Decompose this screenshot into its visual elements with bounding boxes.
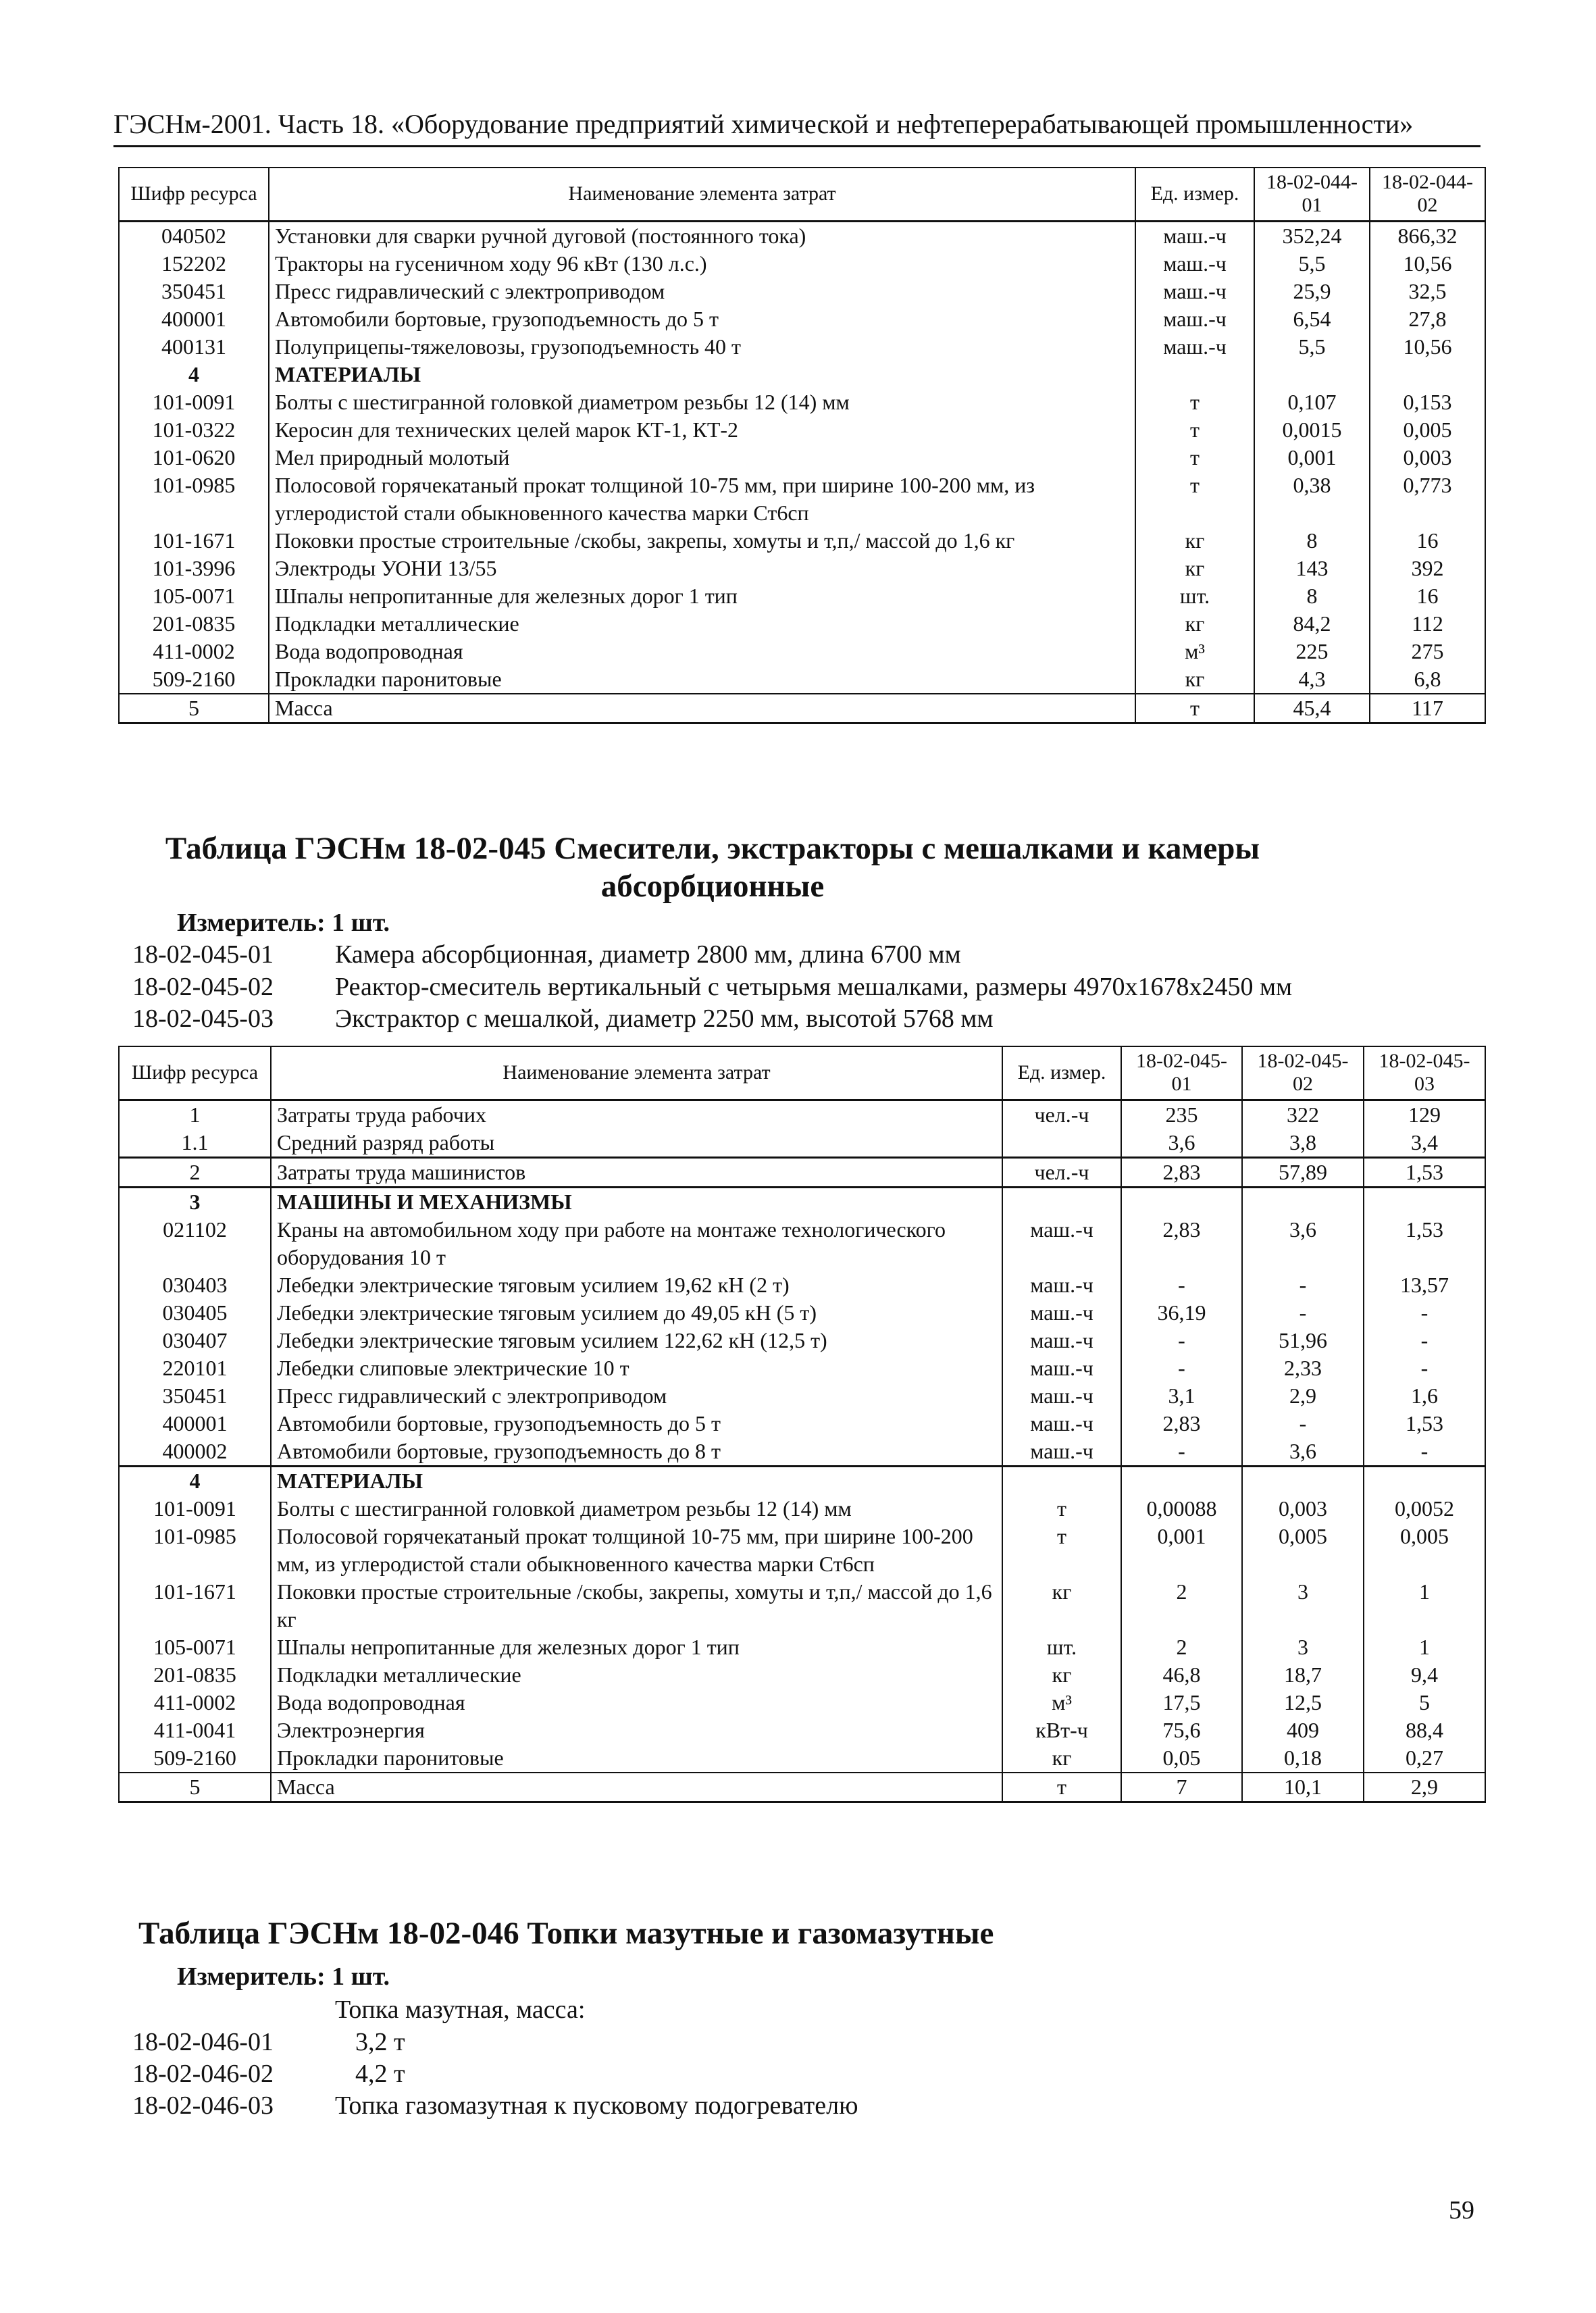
value-1: 17,5 [1121, 1689, 1242, 1717]
value-1: 0,00088 [1121, 1495, 1242, 1523]
resource-code: 509-2160 [119, 665, 269, 694]
element-name: МАШИНЫ И МЕХАНИЗМЫ [271, 1187, 1002, 1216]
value-2: - [1242, 1271, 1364, 1299]
code-text: Экстрактор с мешалкой, диаметр 2250 мм, высотой 5768 мм [335, 1005, 994, 1033]
value-3: - [1364, 1438, 1485, 1467]
resource-code: 101-1671 [119, 1578, 271, 1633]
unit: м³ [1135, 638, 1254, 665]
element-name: Лебедки слиповые электрические 10 т [271, 1354, 1002, 1382]
resource-code: 509-2160 [119, 1744, 271, 1773]
value-2: 32,5 [1370, 278, 1485, 305]
value-1: 2,83 [1121, 1157, 1242, 1187]
value-2: 409 [1242, 1717, 1364, 1744]
code-line [132, 939, 961, 970]
table-row [119, 221, 1485, 250]
unit: кг [1135, 555, 1254, 582]
element-name: Прокладки паронитовые [269, 665, 1135, 694]
value-1: 2 [1121, 1633, 1242, 1661]
value-2: 3,6 [1242, 1438, 1364, 1467]
value-1: 6,54 [1254, 305, 1370, 333]
value-1: 46,8 [1121, 1661, 1242, 1689]
value-2: 2,33 [1242, 1354, 1364, 1382]
unit: кг [1135, 665, 1254, 694]
col-header-name: Наименование элемента затрат [269, 168, 1135, 221]
value-3: 13,57 [1364, 1271, 1485, 1299]
table-row [119, 1523, 1485, 1578]
unit: чел.-ч [1002, 1100, 1121, 1129]
value-3: 2,9 [1364, 1773, 1485, 1802]
element-name: Вода водопроводная [269, 638, 1135, 665]
unit: маш.-ч [1135, 333, 1254, 361]
element-name: Затраты труда рабочих [271, 1100, 1002, 1129]
value-1: 84,2 [1254, 610, 1370, 638]
element-name: Полосовой горячекатаный прокат толщиной 10-75 мм, при ширине 100-200 мм, из углеродистой стали обыкновенного качества марки Ст6сп [271, 1523, 1002, 1578]
value-2: 2,9 [1242, 1382, 1364, 1410]
table-row [119, 1578, 1485, 1633]
resource-code: 030403 [119, 1271, 271, 1299]
value-1: 235 [1121, 1100, 1242, 1129]
table-row [119, 1661, 1485, 1689]
resource-code: 152202 [119, 250, 269, 278]
unit [1135, 361, 1254, 388]
unit: маш.-ч [1002, 1354, 1121, 1382]
value-2 [1242, 1466, 1364, 1495]
code-text: Реактор-смеситель вертикальный с четырьмя мешалками, размеры 4970x1678x2450 мм [335, 973, 1293, 1001]
value-2: 27,8 [1370, 305, 1485, 333]
element-name: Электроэнергия [271, 1717, 1002, 1744]
element-name: Масса [271, 1773, 1002, 1802]
table-row [119, 1327, 1485, 1354]
value-2: 16 [1370, 527, 1485, 555]
element-name: Мел природный молотый [269, 444, 1135, 472]
value-3: 1 [1364, 1578, 1485, 1633]
resource-code: 4 [119, 361, 269, 388]
value-2: 0,153 [1370, 388, 1485, 416]
unit: маш.-ч [1002, 1299, 1121, 1327]
col-header-unit: Ед. измер. [1135, 168, 1254, 221]
table-row [119, 1129, 1485, 1158]
value-2 [1370, 361, 1485, 388]
value-3: 5 [1364, 1689, 1485, 1717]
value-1: 143 [1254, 555, 1370, 582]
unit: т [1002, 1773, 1121, 1802]
table-row [119, 1100, 1485, 1129]
resource-code: 5 [119, 1773, 271, 1802]
resource-table-044 [118, 167, 1486, 724]
value-1 [1121, 1466, 1242, 1495]
value-2: - [1242, 1299, 1364, 1327]
unit: кВт-ч [1002, 1717, 1121, 1744]
value-2: 0,773 [1370, 472, 1485, 527]
value-1: 25,9 [1254, 278, 1370, 305]
value-3: 9,4 [1364, 1661, 1485, 1689]
value-1: 225 [1254, 638, 1370, 665]
unit: кг [1135, 610, 1254, 638]
value-1: - [1121, 1438, 1242, 1467]
element-name: Прокладки паронитовые [271, 1744, 1002, 1773]
table-row [119, 1717, 1485, 1744]
table-row [119, 278, 1485, 305]
unit: т [1135, 472, 1254, 527]
unit: т [1002, 1495, 1121, 1523]
unit: т [1135, 694, 1254, 723]
resource-code: 201-0835 [119, 610, 269, 638]
value-2: 275 [1370, 638, 1485, 665]
resource-code: 101-3996 [119, 555, 269, 582]
value-1: 8 [1254, 527, 1370, 555]
value-1: 5,5 [1254, 250, 1370, 278]
code-text: Камера абсорбционная, диаметр 2800 мм, длина 6700 мм [335, 940, 961, 969]
value-1: 0,001 [1254, 444, 1370, 472]
value-2: 16 [1370, 582, 1485, 610]
unit: маш.-ч [1135, 278, 1254, 305]
header-rule [113, 145, 1481, 147]
unit: маш.-ч [1135, 250, 1254, 278]
table-row [119, 1633, 1485, 1661]
value-2: - [1242, 1410, 1364, 1438]
resource-code: 400001 [119, 1410, 271, 1438]
resource-code: 101-0091 [119, 388, 269, 416]
table-row [119, 1773, 1485, 1802]
element-name: Лебедки электрические тяговым усилием 122,62 кН (12,5 т) [271, 1327, 1002, 1354]
unit: кг [1002, 1578, 1121, 1633]
resource-table-045 [118, 1046, 1486, 1803]
unit: кг [1002, 1744, 1121, 1773]
unit: т [1135, 444, 1254, 472]
element-name: Тракторы на гусеничном ходу 96 кВт (130 л.с.) [269, 250, 1135, 278]
code-id: 18-02-046-02 [132, 2060, 274, 2088]
unit: м³ [1002, 1689, 1121, 1717]
table-row [119, 388, 1485, 416]
value-2: 3 [1242, 1578, 1364, 1633]
table-046-meter: Измеритель: 1 шт. [177, 1962, 390, 1991]
col-header-045-03: 18-02-045-03 [1364, 1046, 1485, 1100]
resource-code: 105-0071 [119, 582, 269, 610]
value-2: 10,56 [1370, 250, 1485, 278]
resource-code: 411-0002 [119, 1689, 271, 1717]
code-id: 18-02-046-01 [132, 2028, 274, 2056]
code-text: 3,2 т [355, 2028, 405, 2056]
element-name: Автомобили бортовые, грузоподъемность до 8 т [271, 1438, 1002, 1467]
unit: кг [1002, 1661, 1121, 1689]
resource-code: 4 [119, 1466, 271, 1495]
resource-code: 350451 [119, 1382, 271, 1410]
table-row [119, 250, 1485, 278]
unit: кг [1135, 527, 1254, 555]
value-1: 5,5 [1254, 333, 1370, 361]
value-1: 36,19 [1121, 1299, 1242, 1327]
resource-code: 101-0985 [119, 1523, 271, 1578]
resource-code: 1 [119, 1100, 271, 1129]
element-name: МАТЕРИАЛЫ [271, 1466, 1002, 1495]
table-row [119, 444, 1485, 472]
unit [1002, 1466, 1121, 1495]
value-1: 2 [1121, 1578, 1242, 1633]
resource-code: 040502 [119, 221, 269, 250]
element-name: Краны на автомобильном ходу при работе на монтаже технологического оборудования 10 т [271, 1216, 1002, 1271]
resource-code: 400131 [119, 333, 269, 361]
unit: маш.-ч [1002, 1382, 1121, 1410]
col-header-044-01: 18-02-044-01 [1254, 168, 1370, 221]
value-1: 45,4 [1254, 694, 1370, 723]
resource-code: 101-0091 [119, 1495, 271, 1523]
value-3: 0,005 [1364, 1523, 1485, 1578]
value-2: 0,005 [1242, 1523, 1364, 1578]
unit [1002, 1129, 1121, 1158]
table-row [119, 610, 1485, 638]
value-1: 0,05 [1121, 1744, 1242, 1773]
element-name: Шпалы непропитанные для железных дорог 1 тип [271, 1633, 1002, 1661]
table-row [119, 582, 1485, 610]
resource-code: 021102 [119, 1216, 271, 1271]
element-name: Вода водопроводная [271, 1689, 1002, 1717]
element-name: Автомобили бортовые, грузоподъемность до 5 т [269, 305, 1135, 333]
element-name: Поковки простые строительные /скобы, закрепы, хомуты и т,п,/ массой до 1,6 кг [271, 1578, 1002, 1633]
table-row [119, 361, 1485, 388]
element-name: Болты с шестигранной головкой диаметром резьбы 12 (14) мм [269, 388, 1135, 416]
element-name: Пресс гидравлический с электроприводом [271, 1382, 1002, 1410]
value-2: 112 [1370, 610, 1485, 638]
table-row [119, 1216, 1485, 1271]
unit: маш.-ч [1002, 1271, 1121, 1299]
code-line [132, 2058, 405, 2089]
resource-code: 030407 [119, 1327, 271, 1354]
value-3: - [1364, 1354, 1485, 1382]
value-2: 866,32 [1370, 221, 1485, 250]
unit [1002, 1187, 1121, 1216]
element-name: Лебедки электрические тяговым усилием 19,62 кН (2 т) [271, 1271, 1002, 1299]
table-row [119, 527, 1485, 555]
resource-code: 030405 [119, 1299, 271, 1327]
value-1: 3,6 [1121, 1129, 1242, 1158]
code-id: 18-02-045-02 [132, 973, 274, 1001]
table-row [119, 1438, 1485, 1467]
code-id: 18-02-046-03 [132, 2091, 274, 2120]
value-2: 6,8 [1370, 665, 1485, 694]
resource-code: 101-1671 [119, 527, 269, 555]
element-name: Пресс гидравлический с электроприводом [269, 278, 1135, 305]
element-name: Установки для сварки ручной дуговой (постоянного тока) [269, 221, 1135, 250]
table-row [119, 555, 1485, 582]
table-row [119, 1495, 1485, 1523]
resource-code: 101-0620 [119, 444, 269, 472]
table-row [119, 472, 1485, 527]
table-row [119, 694, 1485, 723]
table-row [119, 1410, 1485, 1438]
value-3: 0,0052 [1364, 1495, 1485, 1523]
element-name: МАТЕРИАЛЫ [269, 361, 1135, 388]
code-intro: Топка мазутная, масса: [335, 1996, 586, 2024]
resource-code: 101-0985 [119, 472, 269, 527]
value-1: 75,6 [1121, 1717, 1242, 1744]
value-1: 8 [1254, 582, 1370, 610]
unit: шт. [1135, 582, 1254, 610]
value-1: 0,001 [1121, 1523, 1242, 1578]
value-3: 1 [1364, 1633, 1485, 1661]
value-2: 10,1 [1242, 1773, 1364, 1802]
value-1: - [1121, 1271, 1242, 1299]
element-name: Электроды УОНИ 13/55 [269, 555, 1135, 582]
table-row [119, 1354, 1485, 1382]
resource-code: 350451 [119, 278, 269, 305]
value-2 [1242, 1187, 1364, 1216]
value-3: - [1364, 1299, 1485, 1327]
code-line [132, 2027, 405, 2058]
value-2: 0,18 [1242, 1744, 1364, 1773]
value-3: 1,53 [1364, 1216, 1485, 1271]
value-3: 0,27 [1364, 1744, 1485, 1773]
code-text: Топка газомазутная к пусковому подогревателю [335, 2091, 858, 2120]
element-name: Поковки простые строительные /скобы, закрепы, хомуты и т,п,/ массой до 1,6 кг [269, 527, 1135, 555]
table-046-title: Таблица ГЭСНм 18-02-046 Топки мазутные и газомазутные [138, 1916, 994, 1951]
value-1 [1121, 1187, 1242, 1216]
element-name: Средний разряд работы [271, 1129, 1002, 1158]
value-1: 0,38 [1254, 472, 1370, 527]
element-name: Болты с шестигранной головкой диаметром резьбы 12 (14) мм [271, 1495, 1002, 1523]
value-3 [1364, 1187, 1485, 1216]
value-2: 57,89 [1242, 1157, 1364, 1187]
code-line [132, 971, 1292, 1002]
resource-code: 220101 [119, 1354, 271, 1382]
unit: шт. [1002, 1633, 1121, 1661]
element-name: Масса [269, 694, 1135, 723]
element-name: Полосовой горячекатаный прокат толщиной 10-75 мм, при ширине 100-200 мм, из углеродистой стали обыкновенного качества марки Ст6сп [269, 472, 1135, 527]
col-header-code: Шифр ресурса [119, 1046, 271, 1100]
code-line [132, 1003, 994, 1034]
value-3 [1364, 1466, 1485, 1495]
value-3: 1,53 [1364, 1157, 1485, 1187]
table-045-title-line2: абсорбционные [600, 869, 825, 904]
value-3: 1,53 [1364, 1410, 1485, 1438]
value-1: 0,107 [1254, 388, 1370, 416]
value-2: 10,56 [1370, 333, 1485, 361]
resource-code: 2 [119, 1157, 271, 1187]
code-line [132, 2090, 858, 2121]
table-row [119, 665, 1485, 694]
table-row [119, 1689, 1485, 1717]
value-3: 3,4 [1364, 1129, 1485, 1158]
value-2: 392 [1370, 555, 1485, 582]
element-name: Подкладки металлические [269, 610, 1135, 638]
code-text: 4,2 т [355, 2060, 405, 2088]
value-2: 117 [1370, 694, 1485, 723]
table-045-title [128, 830, 1297, 905]
value-2: 0,005 [1370, 416, 1485, 444]
col-header-044-02: 18-02-044-02 [1370, 168, 1485, 221]
table-row [119, 333, 1485, 361]
value-2: 322 [1242, 1100, 1364, 1129]
unit: маш.-ч [1002, 1327, 1121, 1354]
resource-code: 400002 [119, 1438, 271, 1467]
resource-code: 5 [119, 694, 269, 723]
value-3: 129 [1364, 1100, 1485, 1129]
code-id: 18-02-045-01 [132, 940, 274, 969]
element-name: Керосин для технических целей марок КТ-1, КТ-2 [269, 416, 1135, 444]
value-2: 0,003 [1370, 444, 1485, 472]
unit: чел.-ч [1002, 1157, 1121, 1187]
value-1: 0,0015 [1254, 416, 1370, 444]
value-1: - [1121, 1354, 1242, 1382]
value-1: 4,3 [1254, 665, 1370, 694]
resource-code: 105-0071 [119, 1633, 271, 1661]
col-header-045-02: 18-02-045-02 [1242, 1046, 1364, 1100]
value-2: 51,96 [1242, 1327, 1364, 1354]
value-1: 3,1 [1121, 1382, 1242, 1410]
value-3: - [1364, 1327, 1485, 1354]
table-row [119, 1382, 1485, 1410]
table-row [119, 1299, 1485, 1327]
page-number: 59 [1449, 2196, 1474, 2225]
value-1: 2,83 [1121, 1216, 1242, 1271]
unit: маш.-ч [1135, 221, 1254, 250]
value-1: 352,24 [1254, 221, 1370, 250]
element-name: Затраты труда машинистов [271, 1157, 1002, 1187]
unit: т [1135, 388, 1254, 416]
value-3: 1,6 [1364, 1382, 1485, 1410]
col-header-045-01: 18-02-045-01 [1121, 1046, 1242, 1100]
value-1: 7 [1121, 1773, 1242, 1802]
element-name: Полуприцепы-тяжеловозы, грузоподъемность 40 т [269, 333, 1135, 361]
value-2: 3,6 [1242, 1216, 1364, 1271]
table-row [119, 638, 1485, 665]
value-2: 3,8 [1242, 1129, 1364, 1158]
unit: маш.-ч [1135, 305, 1254, 333]
value-1 [1254, 361, 1370, 388]
resource-code: 411-0041 [119, 1717, 271, 1744]
element-name: Лебедки электрические тяговым усилием до 49,05 кН (5 т) [271, 1299, 1002, 1327]
table-row [119, 1744, 1485, 1773]
element-name: Шпалы непропитанные для железных дорог 1 тип [269, 582, 1135, 610]
value-2: 0,003 [1242, 1495, 1364, 1523]
resource-code: 411-0002 [119, 638, 269, 665]
page-header: ГЭСНм-2001. Часть 18. «Оборудование предприятий химической и нефтеперерабатывающей промышленности» [113, 109, 1414, 139]
resource-code: 3 [119, 1187, 271, 1216]
col-header-code: Шифр ресурса [119, 168, 269, 221]
unit: маш.-ч [1002, 1438, 1121, 1467]
unit: маш.-ч [1002, 1216, 1121, 1271]
table-row [119, 416, 1485, 444]
unit: т [1135, 416, 1254, 444]
value-3: 88,4 [1364, 1717, 1485, 1744]
unit: маш.-ч [1002, 1410, 1121, 1438]
element-name: Подкладки металлические [271, 1661, 1002, 1689]
resource-code: 101-0322 [119, 416, 269, 444]
value-2: 3 [1242, 1633, 1364, 1661]
value-2: 12,5 [1242, 1689, 1364, 1717]
code-id: 18-02-045-03 [132, 1005, 274, 1033]
value-1: - [1121, 1327, 1242, 1354]
resource-code: 201-0835 [119, 1661, 271, 1689]
resource-code: 1.1 [119, 1129, 271, 1158]
element-name: Автомобили бортовые, грузоподъемность до 5 т [271, 1410, 1002, 1438]
col-header-name: Наименование элемента затрат [271, 1046, 1002, 1100]
col-header-unit: Ед. измер. [1002, 1046, 1121, 1100]
table-row [119, 1187, 1485, 1216]
table-row [119, 305, 1485, 333]
value-1: 2,83 [1121, 1410, 1242, 1438]
value-2: 18,7 [1242, 1661, 1364, 1689]
table-row [119, 1466, 1485, 1495]
table-row [119, 1157, 1485, 1187]
unit: т [1002, 1523, 1121, 1578]
resource-code: 400001 [119, 305, 269, 333]
table-045-title-line1: Таблица ГЭСНм 18-02-045 Смесители, экстракторы с мешалками и камеры [165, 831, 1260, 866]
table-045-meter: Измеритель: 1 шт. [177, 909, 390, 937]
table-row [119, 1271, 1485, 1299]
